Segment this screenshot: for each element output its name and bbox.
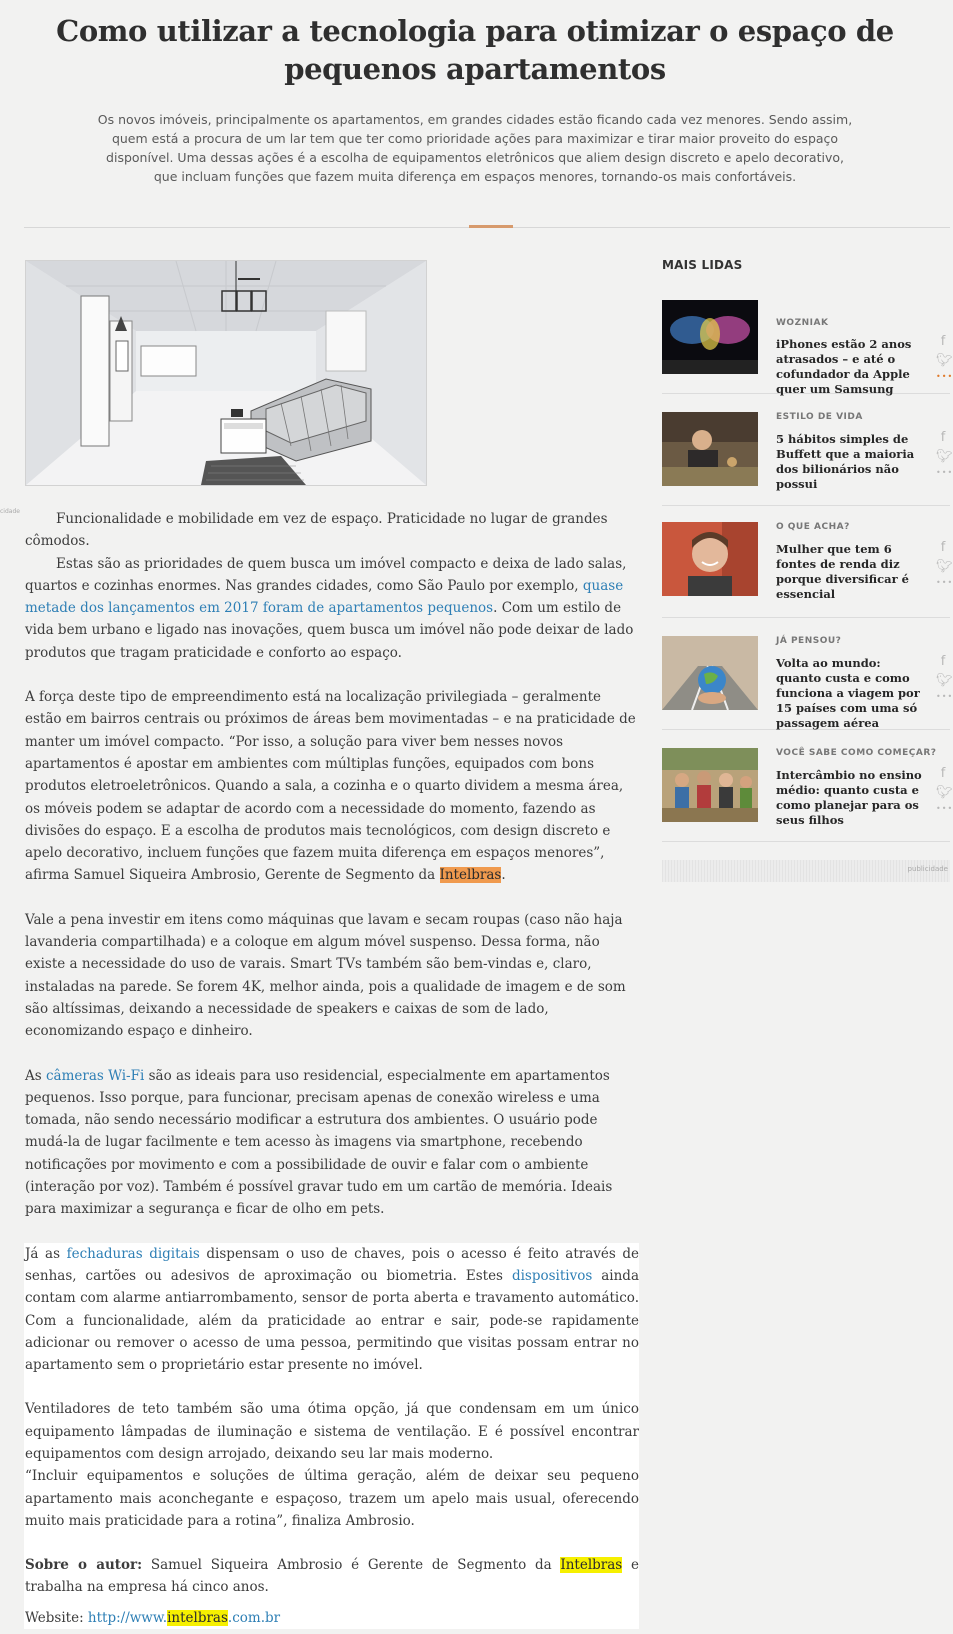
sidebar-item-category: JÁ PENSOU? <box>776 636 842 646</box>
sidebar-item[interactable] <box>662 618 953 730</box>
facebook-icon[interactable]: f <box>940 766 946 781</box>
paragraph-4: As câmeras Wi-Fi são as ideais para uso residencial, especialmente em apartamentos pequenos. Isso porque, para funcionar, precisam apenas de conexão wireless e uma tomada, não sendo necessário modificar a estrutura dos ambientes. O usuário pode mudá-la de lugar facilmente e tem acesso às imagens via smartphone, recebendo notificações por movimento e com a possibilidade de ouvir e falar com o ambiente (interação por voz). Também é possível gravar tudo em um cartão de memória. Ideais para maximizar a segurança e ficar de olho em pets. <box>25 1067 613 1218</box>
more-icon[interactable]: ••• <box>936 692 953 701</box>
facebook-icon[interactable]: f <box>940 334 946 349</box>
sidebar-item[interactable] <box>662 506 953 618</box>
sidebar-most-read <box>662 258 953 842</box>
share-bar <box>936 334 953 391</box>
side-caption: cidade <box>0 508 20 515</box>
paragraph-6: Ventiladores de teto também são uma ótima opção, já que condensam em um único equipamento lâmpadas de iluminação e sistema de ventilação. E é possível encontrar equipamentos com design arrojado, deixando seu lar mais moderno. <box>25 1401 639 1462</box>
paragraph-1a: Funcionalidade e mobilidade em vez de espaço. Praticidade no lugar de grandes cômodos. <box>25 511 608 550</box>
ad-label: publicidade <box>907 865 948 873</box>
paragraph-1b: Estas são as prioridades de quem busca um imóvel compacto e deixa de lado salas, quartos e cozinhas enormes. Nas grandes cidades, como São Paulo por exemplo, quase metade dos lançamentos em 2017 foram de apartamentos pequenos. Com um estilo de vida bem urbano e ligado nas inovações, quem busca um imóvel não pode deixar de lado produtos que tragam praticidade e conforto ao espaço. <box>25 555 634 661</box>
apartment-illustration <box>26 261 426 485</box>
article-body <box>25 260 639 1629</box>
article-lead: Os novos imóveis, principalmente os apartamentos, em grandes cidades estão ficando cada vez menores. Sendo assim, quem está a procura de um lar tem que ter como prioridade ações para maximizar e tirar maior proveito do espaço disponível. Uma dessas ações é a escolha de equipamentos eletrônicos que aliem design discreto e apelo decorativo, que incluam funções que fazem muita diferença em espaços menores, tornando-os mais confortáveis. <box>97 112 853 184</box>
thumbnail-globe <box>662 636 758 710</box>
author-label: Sobre o autor: <box>25 1557 143 1574</box>
hero-image <box>25 260 427 486</box>
white-content-box <box>24 1243 639 1629</box>
more-icon[interactable]: ••• <box>936 468 953 477</box>
link-dispositivos[interactable]: dispositivos <box>511 1267 593 1284</box>
facebook-icon[interactable]: f <box>940 430 946 445</box>
share-bar <box>936 766 953 823</box>
page-title: Como utilizar a tecnologia para otimizar o espaço de pequenos apartamentos <box>56 14 894 86</box>
twitter-icon[interactable]: 🐦︎ <box>936 673 953 688</box>
sidebar-item[interactable] <box>662 730 953 842</box>
sidebar-item-category: ESTILO DE VIDA <box>776 412 863 422</box>
twitter-icon[interactable]: 🐦︎ <box>936 785 953 800</box>
sidebar-item-headline[interactable]: iPhones estão 2 anos atrasados – e até o cofundador da Apple quer um Samsung <box>776 337 912 396</box>
sidebar-item[interactable] <box>662 282 953 396</box>
paragraph-2: A força deste tipo de empreendimento está na localização privilegiada – geralmente estão em bairros centrais ou próximos de áreas bem movimentadas – e na praticidade de manter um imóvel compacto. “Por isso, a solução para viver bem nesses novos apartamentos é apostar em ambientes com múltiplas funções, equipados com bons produtos eletroeletrônicos. Quando a sala, a cozinha e o quarto dividem a mesma área, os móveis podem se adaptar de acordo com a necessidade do momento, fazendo as divisões do espaço. E a escolha de produtos mais tecnológicos, com design discreto e apelo decorativo, incluem funções que fazem muita diferença em espaços menores”, afirma Samuel Siqueira Ambrosio, Gerente de Segmento da Intelbras. <box>25 689 636 884</box>
website-line: Website: http://www.intelbras.com.br <box>25 1610 281 1626</box>
website-link[interactable]: http://www.intelbras.com.br <box>87 1610 281 1626</box>
link-lancamentos[interactable]: quase metade dos lançamentos em 2017 foram de apartamentos pequenos <box>25 577 624 617</box>
thumbnail-iphone <box>662 300 758 374</box>
sidebar-item-category: WOZNIAK <box>776 318 829 328</box>
facebook-icon[interactable]: f <box>940 654 946 669</box>
link-fechaduras-digitais[interactable]: fechaduras digitais <box>66 1245 200 1262</box>
author-bio: Sobre o autor: Samuel Siqueira Ambrosio é Gerente de Segmento da Intelbras e trabalha na empresa há cinco anos. <box>25 1557 639 1596</box>
sidebar-item-headline[interactable]: Volta ao mundo: quanto custa e como funciona a viagem por 15 países com uma só passagem aérea <box>776 656 920 730</box>
sidebar-item-headline[interactable]: Intercâmbio no ensino médio: quanto custa e como planejar para os seus filhos <box>776 768 922 827</box>
header-divider-accent <box>469 225 513 228</box>
share-bar <box>936 540 953 597</box>
paragraph-7: “Incluir equipamentos e soluções de última geração, além de deixar seu pequeno apartamento mais aconchegante e espaçoso, trazem um apelo mais usual, oferecendo muito mais praticidade para a rotina”, finaliza Ambrosio. <box>25 1468 639 1529</box>
thumbnail-buffett <box>662 412 758 486</box>
thumbnail-woman <box>662 522 758 596</box>
ad-placeholder[interactable] <box>662 860 950 882</box>
more-icon[interactable]: ••• <box>936 578 953 587</box>
share-bar <box>936 430 953 487</box>
more-icon[interactable]: ••• <box>936 804 953 813</box>
brand-highlight: Intelbras <box>439 867 502 884</box>
brand-highlight: Intelbras <box>560 1557 623 1574</box>
sidebar-item-category: VOCÊ SABE COMO COMEÇAR? <box>776 748 937 758</box>
twitter-icon[interactable]: 🐦︎ <box>936 353 953 368</box>
sidebar-title: MAIS LIDAS <box>662 258 743 272</box>
sidebar-item-headline[interactable]: 5 hábitos simples de Buffett que a maioria dos bilionários não possui <box>776 432 915 491</box>
thumbnail-students <box>662 748 758 822</box>
paragraph-5: Já as fechaduras digitais dispensam o uso de chaves, pois o acesso é feito através de senhas, cartões ou adesivos de aproximação ou biometria. Estes dispositivos ainda contam com alarme antiarrombamento, sensor de porta aberta e travamento automático. Com a funcionalidade, além da praticidade ao entrar e sair, pode-se rapidamente adicionar ou remover o acesso de uma pessoa, permitindo que visitas possam entrar no apartamento sem o proprietário estar presente no imóvel. <box>25 1245 639 1374</box>
facebook-icon[interactable]: f <box>940 540 946 555</box>
article-header <box>0 0 950 186</box>
paragraph-3: Vale a pena investir em itens como máquinas que lavam e secam roupas (caso não haja lavanderia compartilhada) e a coloque em algum móvel suspenso. Dessa forma, não existe a necessidade do uso de varais. Smart TVs também são bem-vindas e, claro, instaladas na parede. Se forem 4K, melhor ainda, pois a qualidade de imagem e de som são altíssimas, deixando a necessidade de speakers e caixas de som de lado, economizando espaço e dinheiro. <box>25 911 626 1040</box>
more-icon[interactable]: ••• <box>936 372 953 381</box>
sidebar-item-headline[interactable]: Mulher que tem 6 fontes de renda diz porque diversificar é essencial <box>776 542 909 601</box>
twitter-icon[interactable]: 🐦︎ <box>936 449 953 464</box>
sidebar-item[interactable] <box>662 394 953 506</box>
twitter-icon[interactable]: 🐦︎ <box>936 559 953 574</box>
link-cameras-wifi[interactable]: câmeras Wi-Fi <box>45 1067 145 1084</box>
sidebar-item-category: O QUE ACHA? <box>776 522 850 532</box>
share-bar <box>936 654 953 711</box>
